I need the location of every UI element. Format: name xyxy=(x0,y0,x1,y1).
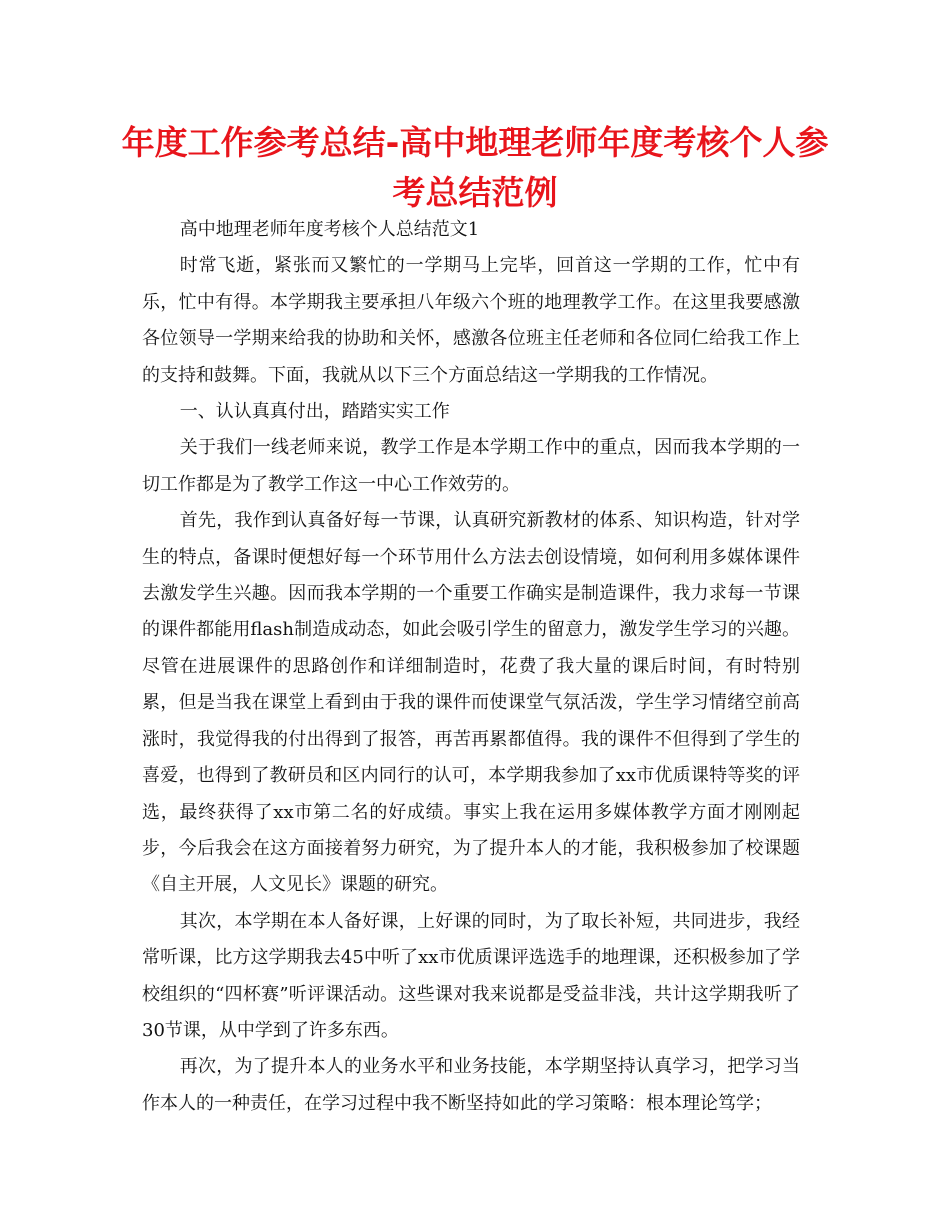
document-body xyxy=(142,212,800,1122)
paragraph: 关于我们一线老师来说，教学工作是本学期工作中的重点，因而我本学期的一切工作都是为了教学工作这一中心工作效劳的。 xyxy=(142,437,800,495)
paragraph: 首先，我作到认真备好每一节课，认真研究新教材的体系、知识构造，针对学生的特点，备课时便想好每一个环节用什么方法去创设情境，如何利用多媒体课件去激发学生兴趣。因而我本学期的一个重要工作确实是制造课件，我力求每一节课的课件都能用flash制造成动态，如此会吸引学生的留意力，激发学生学习的兴趣。尽管在进展课件的思路创作和详细制造时，花费了我大量的课后时间，有时特别累，但是当我在课堂上看到由于我的课件而使课堂气氛活泼，学生学习情绪空前高涨时，我觉得我的付出得到了报答，再苦再累都值得。我的课件不但得到了学生的喜爱，也得到了教研员和区内同行的认可，本学期我参加了xx市优质课特等奖的评选，最终获得了xx市第二名的好成绩。事实上我在运用多媒体教学方面才刚刚起步，今后我会在这方面接着努力研究，为了提升本人的才能，我积极参加了校课题《自主开展，人文见长》课题的研究。 xyxy=(142,510,800,896)
paragraph: 其次，本学期在本人备好课，上好课的同时，为了取长补短，共同进步，我经常听课，比方这学期我去45中听了xx市优质课评选选手的地理课，还积极参加了学校组织的“四杯赛”听评课活动。这些课对我来说都是受益非浅，共计这学期我听了30节课，从中学到了许多东西。 xyxy=(142,910,800,1041)
document-subtitle: 高中地理老师年度考核个人总结范文1 xyxy=(179,219,480,240)
paragraph: 时常飞逝，紧张而又繁忙的一学期马上完毕，回首这一学期的工作，忙中有乐，忙中有得。本学期我主要承担八年级六个班的地理教学工作。在这里我要感激各位领导一学期来给我的协助和关怀，感激各位班主任老师和各位同仁给我工作上的支持和鼓舞。下面，我就从以下三个方面总结这一学期我的工作情况。 xyxy=(142,255,800,386)
section-heading: 一、认认真真付出，踏踏实实工作 xyxy=(179,401,450,423)
document-title: 年度工作参考总结-高中地理老师年度考核个人参考总结范例 xyxy=(121,123,829,212)
paragraph: 再次，为了提升本人的业务水平和业务技能，本学期坚持认真学习，把学习当作本人的一种责任，在学习过程中我不断坚持如此的学习策略：根本理论笃学； xyxy=(142,1056,800,1114)
